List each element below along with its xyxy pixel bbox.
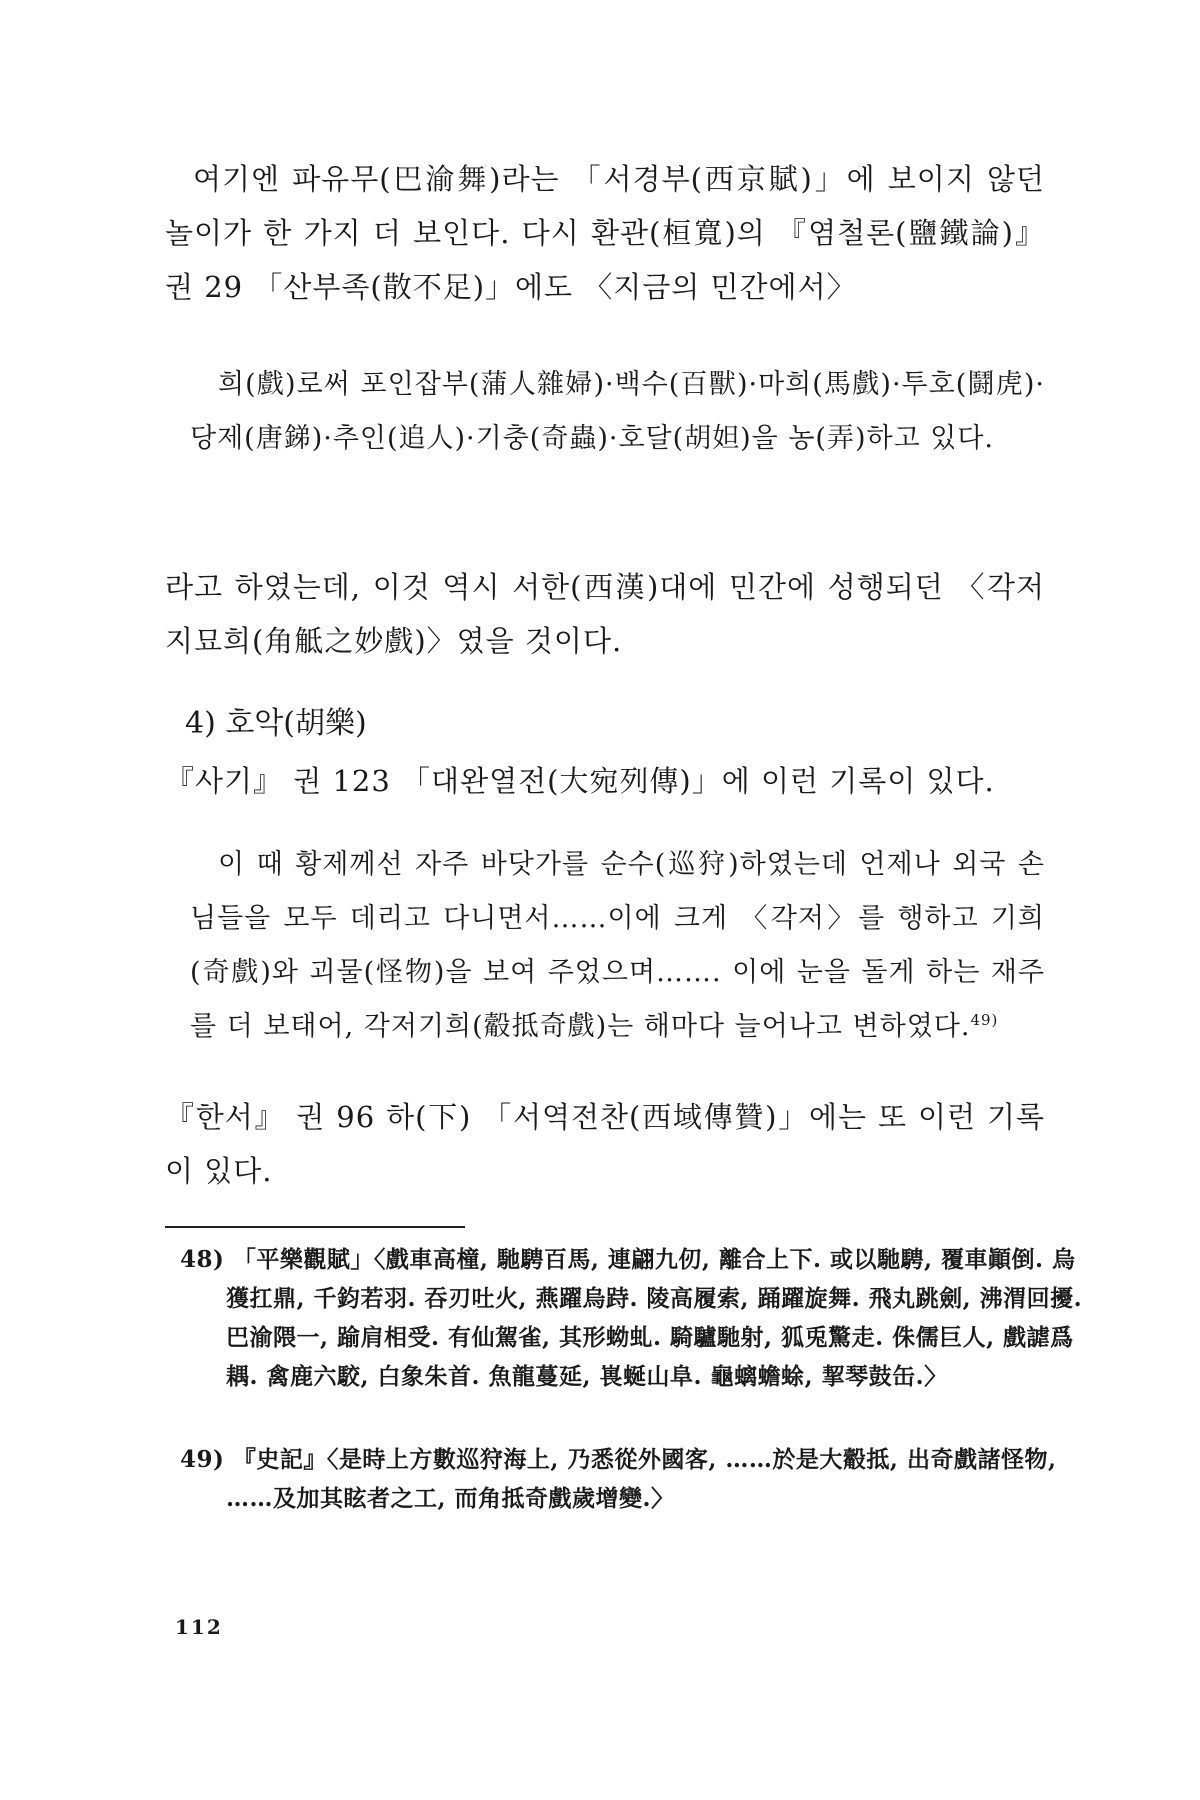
body-paragraph-3: 『사기』 권 123 「대완열전(大宛列傳)」에 이런 기록이 있다. bbox=[165, 764, 995, 798]
section-heading: 4) 호악(胡樂) bbox=[185, 706, 367, 741]
footnote-49: 49) 『史記』〈是時上方數巡狩海上, 乃悉從外國客, ……於是大觳抵, 出奇戲諸怪物, ……及加其眩者之工, 而角抵奇戲歲增變.〉 bbox=[180, 1446, 1057, 1512]
body-paragraph-4: 『한서』 권 96 하(下) 「서역전찬(西域傳贊)」에는 또 이런 기록이 있다. bbox=[165, 1100, 1045, 1188]
page-number: 112 bbox=[175, 1615, 223, 1639]
footnote-divider bbox=[165, 1226, 465, 1228]
footnote-48: 48) 「平樂觀賦」〈戲車高橦, 馳騁百馬, 連翩九仞, 離合上下. 或以馳騁, 覆車顚倒. 烏獲扛鼎, 千鈞若羽. 吞刃吐火, 燕躍烏跱. 陵高履索, 踊躍旋舞. 飛丸跳劍, 沸渭回擾. 巴渝隈一, 踰肩相受. 有仙駕雀, 其形蚴虬. 騎驢馳射, 狐兎驚走. 侏儒巨人, 戲謔爲耦. 禽鹿六駮, 白象朱首. 魚龍蔓延, 嵔蜒山阜. 龜螭蟾蜍, 挈琴鼓缶.〉 bbox=[180, 1246, 1083, 1390]
body-paragraph-1: 여기엔 파유무(巴渝舞)라는 「서경부(西京賦)」에 보이지 않던 놀이가 한 가지 더 보인다. 다시 환관(桓寬)의 『염철론(鹽鐵論)』 권 29 「산부족(散不足)」에도 〈지금의 민간에서〉 bbox=[165, 162, 1045, 304]
block-quote-1: 희(戲)로써 포인잡부(蒲人雜婦)·백수(百獸)·마희(馬戲)·투호(鬪虎)·당제(唐銻)·추인(追人)·기충(奇蟲)·호달(胡妲)을 농(弄)하고 있다. bbox=[190, 369, 1045, 454]
block-quote-2-text: 이 때 황제께선 자주 바닷가를 순수(巡狩)하였는데 언제나 외국 손님들을 모두 데리고 다니면서……이에 크게 〈각저〉를 행하고 기희(奇戲)와 괴물(怪物)을 보여 주었으며……. 이에 눈을 돌게 하는 재주를 더 보태어, 각저기희(觳抵奇戲)는 해마다 늘어나고 변하였다. bbox=[190, 849, 1045, 1042]
block-quote-2 bbox=[190, 838, 1045, 1054]
footnote-ref-49: 49) bbox=[970, 1011, 999, 1029]
body-paragraph-2: 라고 하였는데, 이것 역시 서한(西漢)대에 민간에 성행되던 〈각저지묘희(角觝之妙戲)〉였을 것이다. bbox=[165, 570, 1045, 658]
